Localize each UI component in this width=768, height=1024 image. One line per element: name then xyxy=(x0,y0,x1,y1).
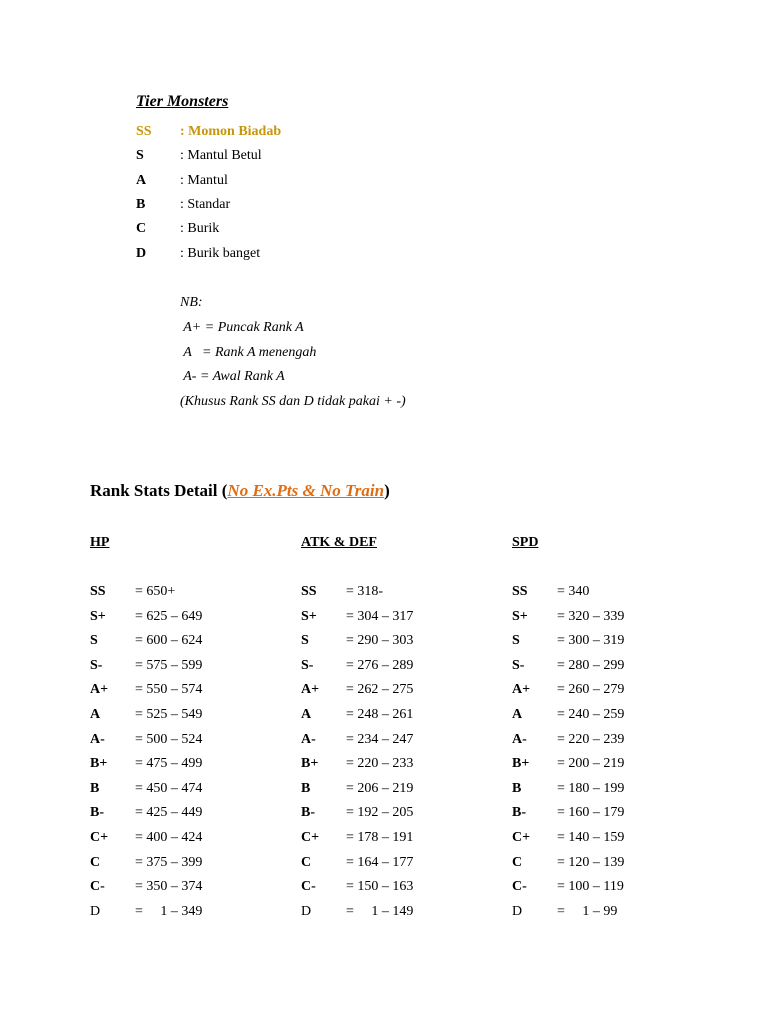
stat-value: = 150 – 163 xyxy=(346,879,414,894)
tier-rank: SS xyxy=(136,124,152,139)
stat-rank: A xyxy=(90,707,101,722)
stat-value: = 140 – 159 xyxy=(557,830,625,845)
stat-rank: C+ xyxy=(512,830,531,845)
stat-rank: C- xyxy=(90,879,105,894)
stat-rank: C xyxy=(90,855,101,870)
tier-rank: C xyxy=(136,221,147,236)
stat-value: = 276 – 289 xyxy=(346,658,414,673)
stat-rank: S xyxy=(512,633,520,648)
tier-rank: A xyxy=(136,173,147,188)
stat-rank: B+ xyxy=(90,756,108,771)
stat-value: = 100 – 119 xyxy=(557,879,624,894)
stat-value: = 220 – 239 xyxy=(557,732,625,747)
stat-rank: A xyxy=(512,707,523,722)
stat-value: = 575 – 599 xyxy=(135,658,203,673)
stat-value: = 178 – 191 xyxy=(346,830,414,845)
tier-desc: : Mantul Betul xyxy=(180,148,262,163)
stat-value: = 220 – 233 xyxy=(346,756,414,771)
stat-rank: A xyxy=(301,707,312,722)
stat-value: = 600 – 624 xyxy=(135,633,203,648)
stat-value: = 650+ xyxy=(135,584,176,599)
stat-rank: S+ xyxy=(512,609,528,624)
stat-rank: B+ xyxy=(512,756,530,771)
stat-value: = 290 – 303 xyxy=(346,633,414,648)
stat-rank: C+ xyxy=(90,830,109,845)
stat-value: = 160 – 179 xyxy=(557,805,625,820)
stat-value: = 280 – 299 xyxy=(557,658,625,673)
stat-rank: D xyxy=(90,904,101,919)
stat-value: = 240 – 259 xyxy=(557,707,625,722)
stat-rank: A- xyxy=(301,732,316,747)
stat-rank: S- xyxy=(301,658,314,673)
stat-value: = 192 – 205 xyxy=(346,805,414,820)
stat-value: = 525 – 549 xyxy=(135,707,203,722)
stat-value: = 206 – 219 xyxy=(346,781,414,796)
rank-stats-title-accent: No Ex.Pts & No Train xyxy=(227,481,385,500)
stat-value: = 450 – 474 xyxy=(135,781,203,796)
stat-value: = 350 – 374 xyxy=(135,879,203,894)
stat-value: = 1 – 349 xyxy=(135,904,203,919)
column-header-atk-def: ATK & DEF xyxy=(301,535,377,550)
stat-rank: C- xyxy=(512,879,527,894)
tier-monsters-title: Tier Monsters xyxy=(136,93,229,110)
nb-line: A+ = Puncak Rank A xyxy=(180,320,304,335)
stat-value: = 164 – 177 xyxy=(346,855,414,870)
stat-rank: C- xyxy=(301,879,316,894)
stat-value: = 320 – 339 xyxy=(557,609,625,624)
stat-rank: B- xyxy=(512,805,526,820)
stat-rank: B- xyxy=(90,805,104,820)
stat-rank: B xyxy=(90,781,100,796)
stat-value: = 1 – 149 xyxy=(346,904,414,919)
stat-rank: S xyxy=(301,633,309,648)
stat-value: = 475 – 499 xyxy=(135,756,203,771)
stat-value: = 500 – 524 xyxy=(135,732,203,747)
stat-rank: S- xyxy=(512,658,525,673)
tier-desc: : Mantul xyxy=(180,173,228,188)
stat-rank: A+ xyxy=(301,682,320,697)
stat-value: = 375 – 399 xyxy=(135,855,203,870)
stat-value: = 234 – 247 xyxy=(346,732,414,747)
stat-rank: S- xyxy=(90,658,103,673)
stat-value: = 120 – 139 xyxy=(557,855,625,870)
stat-rank: B+ xyxy=(301,756,319,771)
stat-value: = 550 – 574 xyxy=(135,682,203,697)
rank-stats-title-suffix: ) xyxy=(384,481,390,500)
stat-rank: A+ xyxy=(90,682,109,697)
stat-rank: SS xyxy=(90,584,106,599)
stat-value: = 260 – 279 xyxy=(557,682,625,697)
stat-value: = 425 – 449 xyxy=(135,805,203,820)
stat-value: = 262 – 275 xyxy=(346,682,414,697)
stat-rank: B xyxy=(512,781,522,796)
stat-rank: B- xyxy=(301,805,315,820)
stat-rank: C xyxy=(301,855,312,870)
stat-value: = 318- xyxy=(346,584,384,599)
stat-rank: SS xyxy=(512,584,528,599)
stat-value: = 625 – 649 xyxy=(135,609,203,624)
stat-value: = 400 – 424 xyxy=(135,830,203,845)
stat-value: = 1 – 99 xyxy=(557,904,618,919)
tier-rank: S xyxy=(136,148,144,163)
stat-rank: C+ xyxy=(301,830,320,845)
tier-rank: D xyxy=(136,246,147,261)
stat-rank: C xyxy=(512,855,523,870)
tier-desc: : Burik banget xyxy=(180,246,261,261)
column-header-spd: SPD xyxy=(512,535,539,550)
stat-value: = 340 xyxy=(557,584,590,599)
tier-rank: B xyxy=(136,197,146,212)
nb-note: (Khusus Rank SS dan D tidak pakai + -) xyxy=(180,394,406,409)
stat-value: = 200 – 219 xyxy=(557,756,625,771)
stat-rank: B xyxy=(301,781,311,796)
stat-rank: A- xyxy=(90,732,105,747)
tier-desc: : Standar xyxy=(180,197,231,212)
stat-rank: S xyxy=(90,633,98,648)
stat-rank: D xyxy=(301,904,312,919)
stat-rank: S+ xyxy=(301,609,317,624)
column-header-hp: HP xyxy=(90,535,110,550)
stat-rank: D xyxy=(512,904,523,919)
nb-line: A- = Awal Rank A xyxy=(180,369,285,384)
stat-value: = 180 – 199 xyxy=(557,781,625,796)
stat-value: = 248 – 261 xyxy=(346,707,414,722)
rank-stats-title xyxy=(90,481,390,501)
rank-stats-title-prefix: Rank Stats Detail ( xyxy=(90,481,228,500)
tier-desc: : Momon Biadab xyxy=(180,124,282,139)
nb-label: NB: xyxy=(180,295,203,310)
stat-rank: SS xyxy=(301,584,317,599)
nb-line: A = Rank A menengah xyxy=(180,345,317,360)
stat-value: = 304 – 317 xyxy=(346,609,414,624)
tier-desc: : Burik xyxy=(180,221,220,236)
stat-rank: A- xyxy=(512,732,527,747)
stat-rank: A+ xyxy=(512,682,531,697)
stat-rank: S+ xyxy=(90,609,106,624)
stat-value: = 300 – 319 xyxy=(557,633,625,648)
